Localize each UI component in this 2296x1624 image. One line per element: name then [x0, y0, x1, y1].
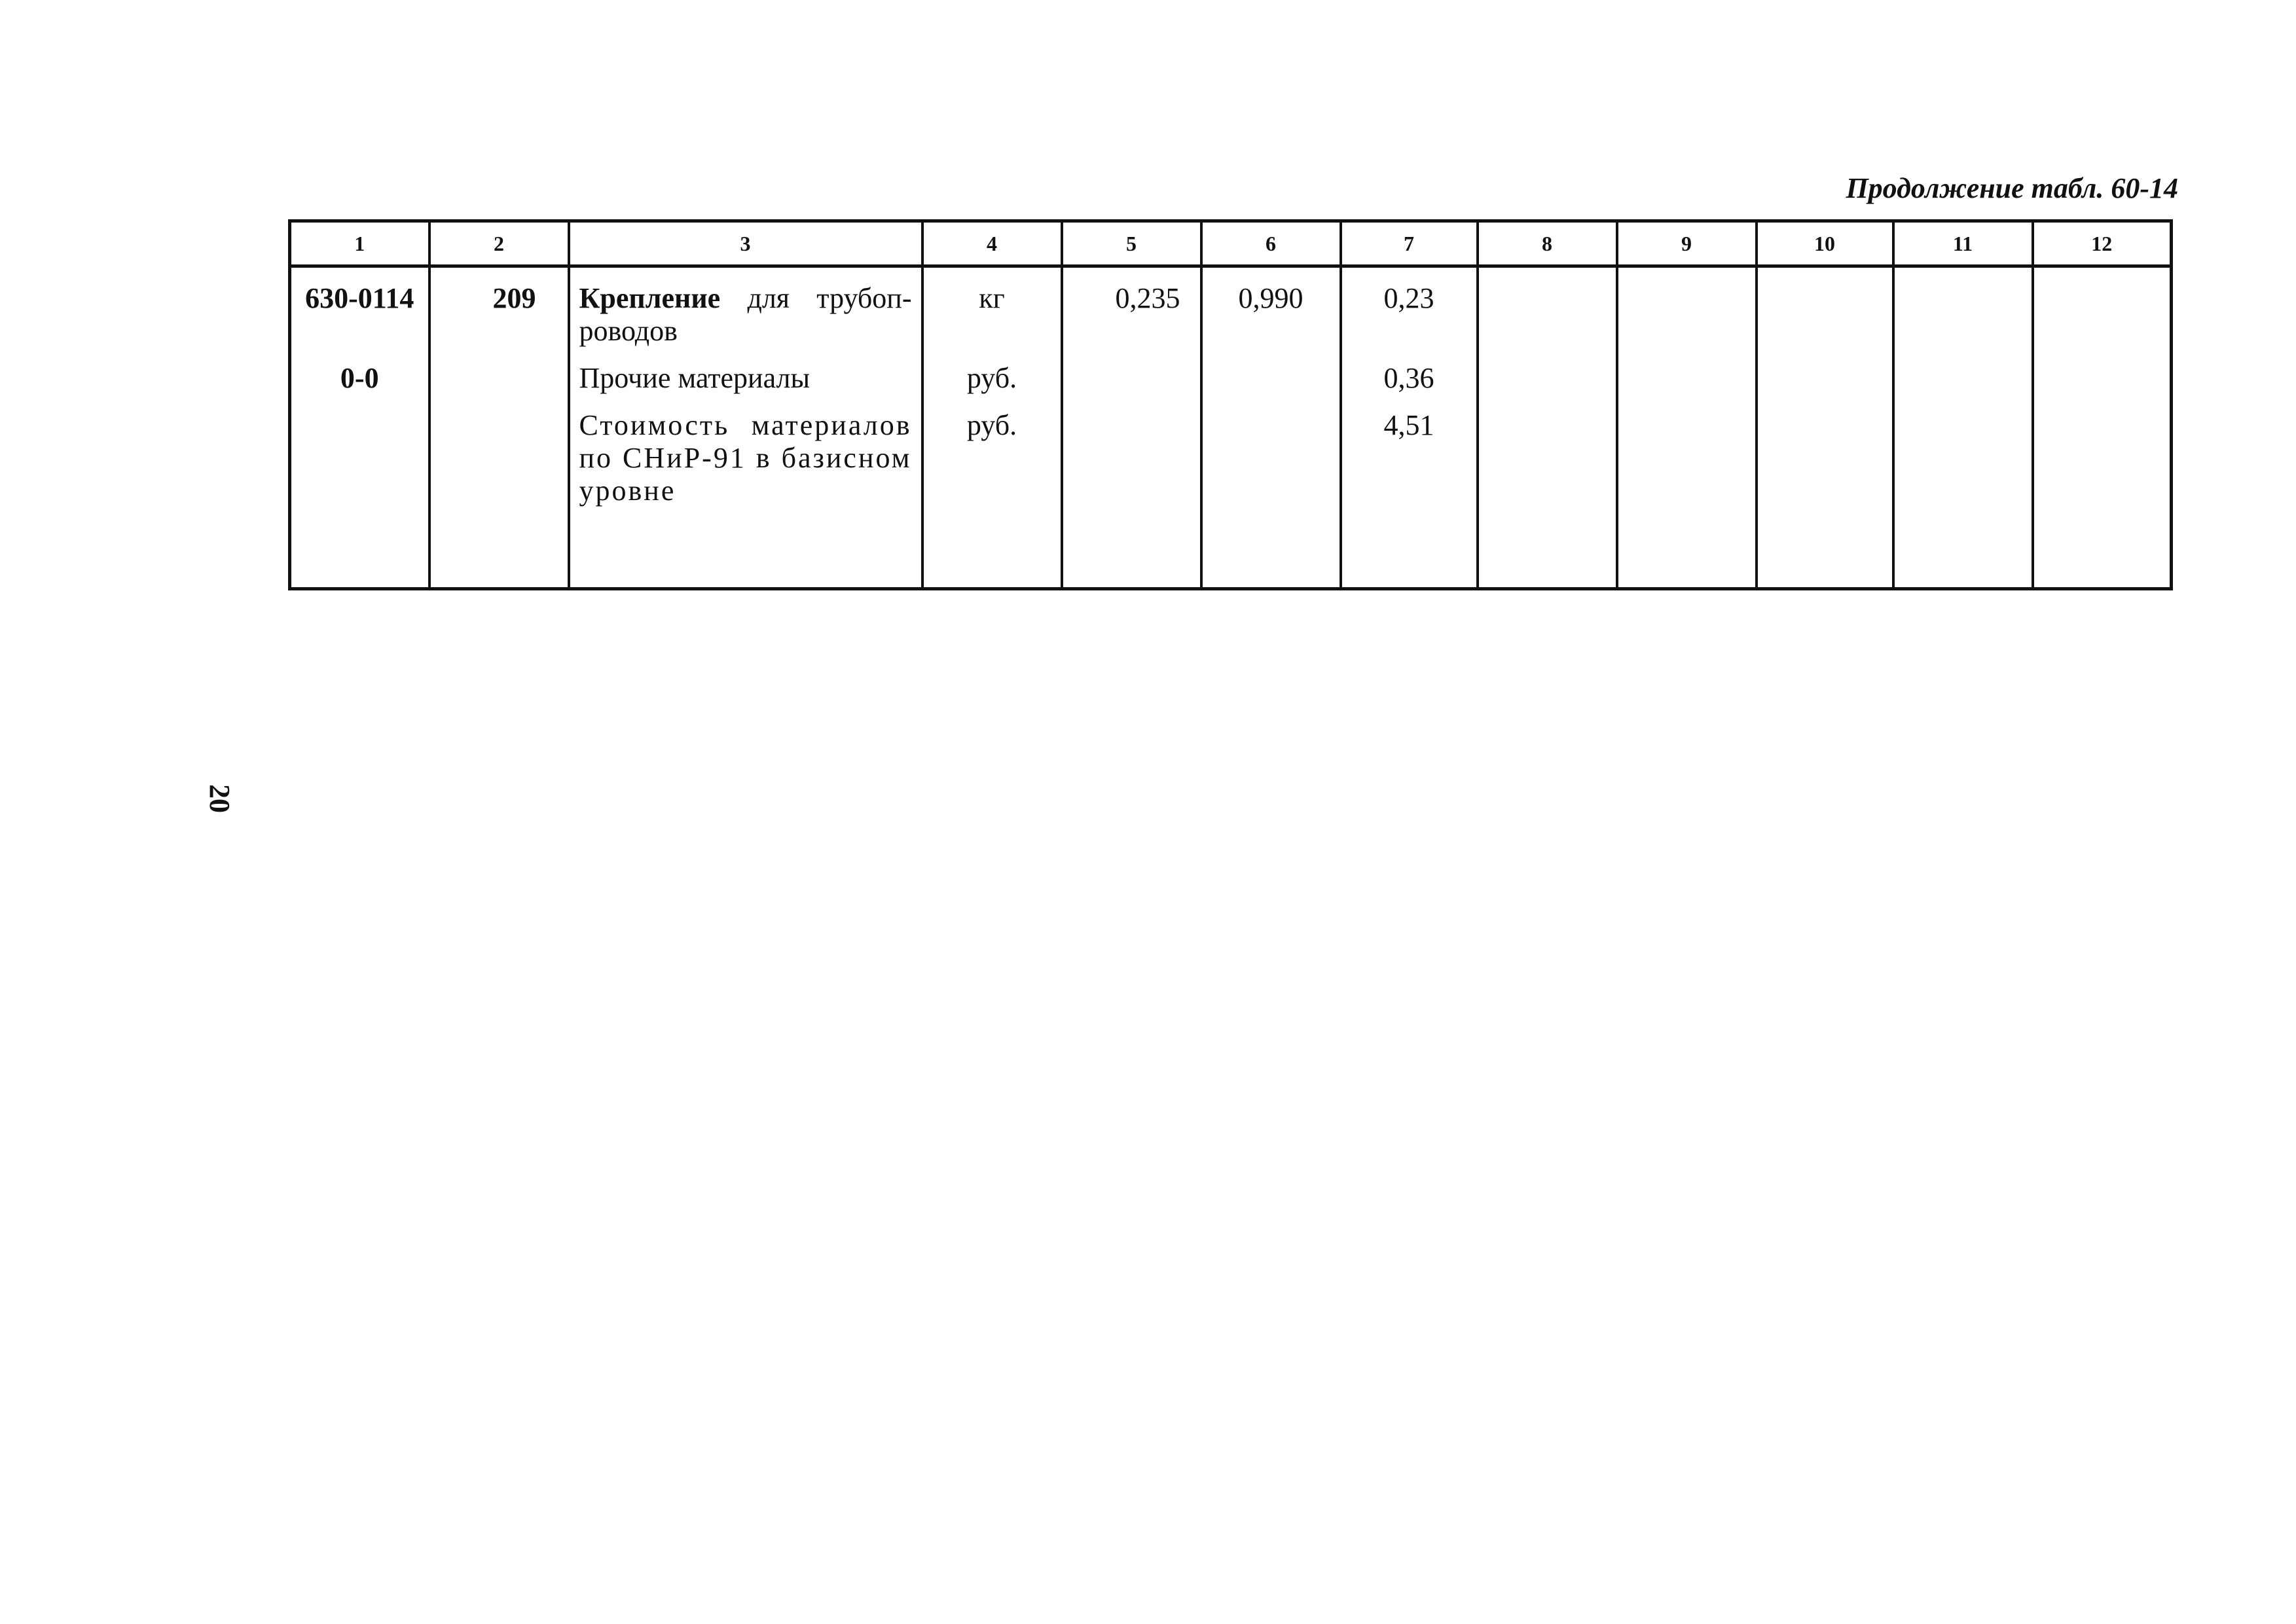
value-col-7-row-3: 4,51: [1383, 409, 1434, 441]
resource-code: 630-0114: [305, 282, 414, 314]
table-header-row: [290, 221, 2172, 266]
page-number: 20: [204, 784, 236, 813]
cell-col-6: [1201, 266, 1341, 589]
cell-col-9: [1617, 266, 1757, 589]
resource-code-secondary: 0-0: [340, 362, 379, 394]
value-col-7-row-2: 0,36: [1383, 362, 1434, 394]
material-name-2: Прочие материалы: [579, 362, 811, 394]
cell-col-5: [1062, 266, 1201, 589]
header-col-6: 6: [1201, 221, 1341, 266]
table-continuation-caption: Продолжение табл. 60-14: [1846, 172, 2178, 204]
cell-col-1: [290, 266, 429, 589]
header-col-2: 2: [429, 221, 569, 266]
material-name-1-bold: Крепление: [579, 282, 721, 314]
item-number: 209: [492, 282, 536, 314]
cell-col-4: [922, 266, 1062, 589]
header-col-7: 7: [1341, 221, 1478, 266]
header-col-12: 12: [2033, 221, 2172, 266]
cell-col-8: [1478, 266, 1617, 589]
cell-col-12: [2033, 266, 2172, 589]
material-name-3: Стоимость материалов по СНиР-91 в базисном уровне: [579, 409, 912, 507]
material-name-1: [579, 282, 912, 348]
unit-2: руб.: [966, 362, 1017, 394]
cell-col-7: [1341, 266, 1478, 589]
header-col-8: 8: [1478, 221, 1617, 266]
cell-col-11: [1893, 266, 2033, 589]
unit-1: кг: [979, 282, 1005, 314]
materials-table: [288, 219, 2173, 590]
header-col-4: 4: [922, 221, 1062, 266]
value-col-5: 0,235: [1115, 282, 1180, 314]
cell-col-3: [569, 266, 922, 589]
header-col-11: 11: [1893, 221, 2033, 266]
table-row: [290, 266, 2172, 589]
header-col-10: 10: [1757, 221, 1893, 266]
cell-col-2: [429, 266, 569, 589]
header-col-5: 5: [1062, 221, 1201, 266]
material-name-1-rest: для трубоп-роводов: [579, 282, 912, 347]
unit-3: руб.: [966, 409, 1017, 441]
value-col-6: 0,990: [1238, 282, 1303, 314]
header-col-1: 1: [290, 221, 429, 266]
value-col-7-row-1: 0,23: [1383, 282, 1434, 314]
cell-col-10: [1757, 266, 1893, 589]
header-col-3: 3: [569, 221, 922, 266]
header-col-9: 9: [1617, 221, 1757, 266]
